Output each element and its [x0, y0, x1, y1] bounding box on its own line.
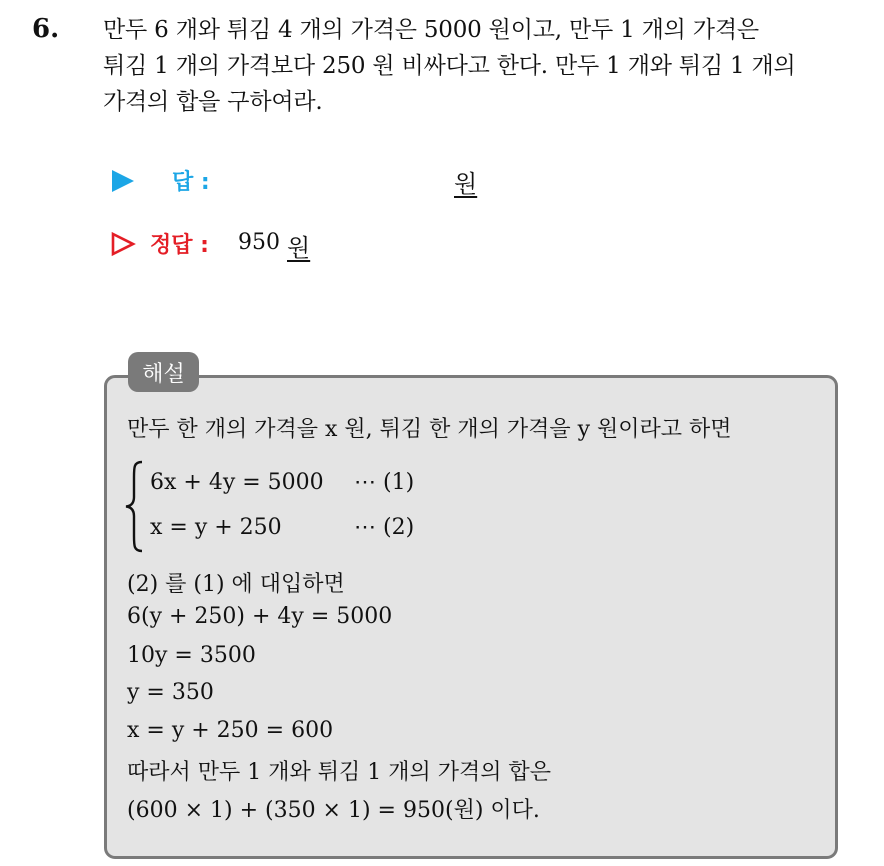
system-tag-1: ⋯ (1): [354, 470, 415, 495]
explanation-step: x = y + 250 = 600: [127, 718, 334, 743]
question-line: 만두 6 개와 튀김 4 개의 가격은 5000 원이고, 만두 1 개의 가격은: [103, 17, 759, 43]
explanation-step: y = 350: [127, 680, 214, 705]
explanation-step: (2) 를 (1) 에 대입하면: [127, 572, 345, 597]
explanation-step: 10y = 3500: [127, 643, 256, 668]
correct-unit: 원: [287, 234, 311, 262]
system-equation-1: 6x + 4y = 5000: [150, 470, 324, 495]
correct-label: 정답 :: [150, 233, 209, 258]
question-text: [103, 12, 863, 120]
question-number: 6.: [32, 14, 60, 44]
question-line: 튀김 1 개의 가격보다 250 원 비싸다고 한다. 만두 1 개와 튀김 1 개의: [103, 53, 796, 79]
explanation-tab: 해설: [128, 352, 199, 392]
explanation-intro: 만두 한 개의 가격을 x 원, 튀김 한 개의 가격을 y 원이라고 하면: [127, 417, 732, 442]
correct-value: 950: [238, 230, 280, 255]
explanation-step: 6(y + 250) + 4y = 5000: [127, 604, 393, 629]
question-line: 가격의 합을 구하여라.: [103, 89, 323, 115]
answer-label: 답 :: [172, 170, 210, 195]
answer-arrow-icon: [110, 168, 136, 194]
system-equation-2: x = y + 250: [150, 515, 282, 540]
system-tag-2: ⋯ (2): [354, 515, 415, 540]
system-brace-icon: [122, 459, 148, 554]
answer-row: [110, 164, 530, 200]
answer-unit[interactable]: 원: [454, 170, 478, 198]
correct-arrow-icon: [110, 231, 136, 257]
correct-answer-row: [110, 226, 530, 262]
explanation-step: 따라서 만두 1 개와 튀김 1 개의 가격의 합은: [127, 760, 551, 785]
explanation-step: (600 × 1) + (350 × 1) = 950(원) 이다.: [127, 798, 540, 823]
